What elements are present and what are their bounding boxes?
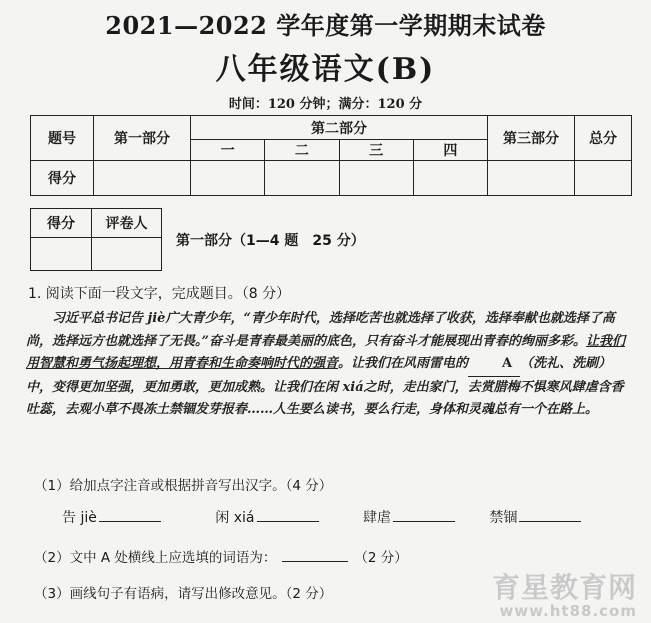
fill-item xyxy=(62,507,161,527)
answer-blank[interactable] xyxy=(393,509,455,522)
exam-subject: 八年级语文(B) xyxy=(215,52,436,87)
grader-score-cell[interactable] xyxy=(31,238,92,271)
section-heading: 第一部分（1—4 题 25 分） xyxy=(176,233,365,249)
col-part2-sub-2: 二 xyxy=(265,140,339,161)
watermark-url: www.ht88.com xyxy=(499,602,637,620)
sub-question-3: （3）画线句子有语病，请写出修改意见。（2 分） xyxy=(34,586,333,602)
fill-in-row xyxy=(62,507,642,527)
answer-blank-a[interactable] xyxy=(282,549,348,562)
answer-blank[interactable] xyxy=(519,509,581,522)
col-part2-sub-3: 三 xyxy=(339,140,413,161)
answer-blank[interactable] xyxy=(257,509,319,522)
score-cell-part3[interactable] xyxy=(488,161,575,196)
col-part3: 第三部分 xyxy=(488,116,575,161)
question1-heading: 1. 阅读下面一段文字，完成题目。（8 分） xyxy=(28,286,291,302)
fill-item xyxy=(215,507,318,527)
reading-passage xyxy=(26,308,632,422)
row-label-score: 得分 xyxy=(31,161,94,196)
score-cell-total[interactable] xyxy=(575,161,632,196)
passage-part-2: 。让我们在风雨雷电的 xyxy=(338,356,469,371)
fill-item-label: 告 jiè xyxy=(62,510,97,526)
answer-blank[interactable] xyxy=(99,509,161,522)
grader-name-cell[interactable] xyxy=(92,238,162,271)
score-cell-part2-4[interactable] xyxy=(413,161,487,196)
exam-title: 2021—2022 学年度第一学期期末试卷 xyxy=(105,11,546,40)
grader-score-label: 得分 xyxy=(31,209,92,238)
grader-name-label: 评卷人 xyxy=(92,209,162,238)
col-part2: 第二部分 xyxy=(191,116,488,140)
watermark-text: 育星教育网 xyxy=(491,571,637,604)
sub-question-1: （1）给加点字注音或根据拼音写出汉字。（4 分） xyxy=(34,478,333,494)
grader-table xyxy=(30,208,162,271)
score-cell-part1[interactable] xyxy=(94,161,191,196)
watermark xyxy=(492,566,637,620)
col-total: 总分 xyxy=(575,116,632,161)
fill-item-label: 禁锢 xyxy=(489,510,518,526)
row-label-question-number: 题号 xyxy=(31,116,94,161)
underlined-sentence: 让我们用智慧和勇气扬起理想，用青春和生命奏响时代的强音 xyxy=(26,333,625,371)
sub-question-2-text: （2）文中 A 处横线上应选填的词语为： xyxy=(34,550,277,566)
blank-a: A xyxy=(468,353,520,377)
col-part1: 第一部分 xyxy=(94,116,191,161)
fill-item xyxy=(363,507,455,527)
passage-part-3: （洗礼、洗刷）中，变得更加坚强，更加勇敢，更加成熟。让我们在闲 xiá之时，走出家门，去赏腊梅不惧寒风肆虐含香吐蕊，去观小草不畏冻土禁锢发芽报春……人生要么读书，要么行走，身体和灵魂总有一个在路上。 xyxy=(26,356,624,417)
col-part2-sub-4: 四 xyxy=(413,140,487,161)
time-info: 时间：120 分钟；满分：120 分 xyxy=(228,97,423,112)
fill-item-label: 肆虐 xyxy=(362,510,391,526)
score-table xyxy=(30,115,632,196)
sub-question-2 xyxy=(34,546,408,566)
passage-part-1: 习近平总书记告 jiè广大青少年，“青少年时代，选择吃苦也就选择了收获，选择奉献也就选择了高尚，选择远方也就选择了无畏。”奋斗是青春最美丽的底色，只有奋斗才能展现出青春的绚丽多彩。 xyxy=(26,311,615,349)
fill-item-label: 闲 xiá xyxy=(215,510,255,526)
score-cell-part2-1[interactable] xyxy=(191,161,265,196)
score-cell-part2-3[interactable] xyxy=(339,161,413,196)
score-cell-part2-2[interactable] xyxy=(265,161,339,196)
fill-item xyxy=(489,507,581,527)
col-part2-sub-1: 一 xyxy=(191,140,265,161)
sub-question-2-points: （2 分） xyxy=(354,550,408,566)
